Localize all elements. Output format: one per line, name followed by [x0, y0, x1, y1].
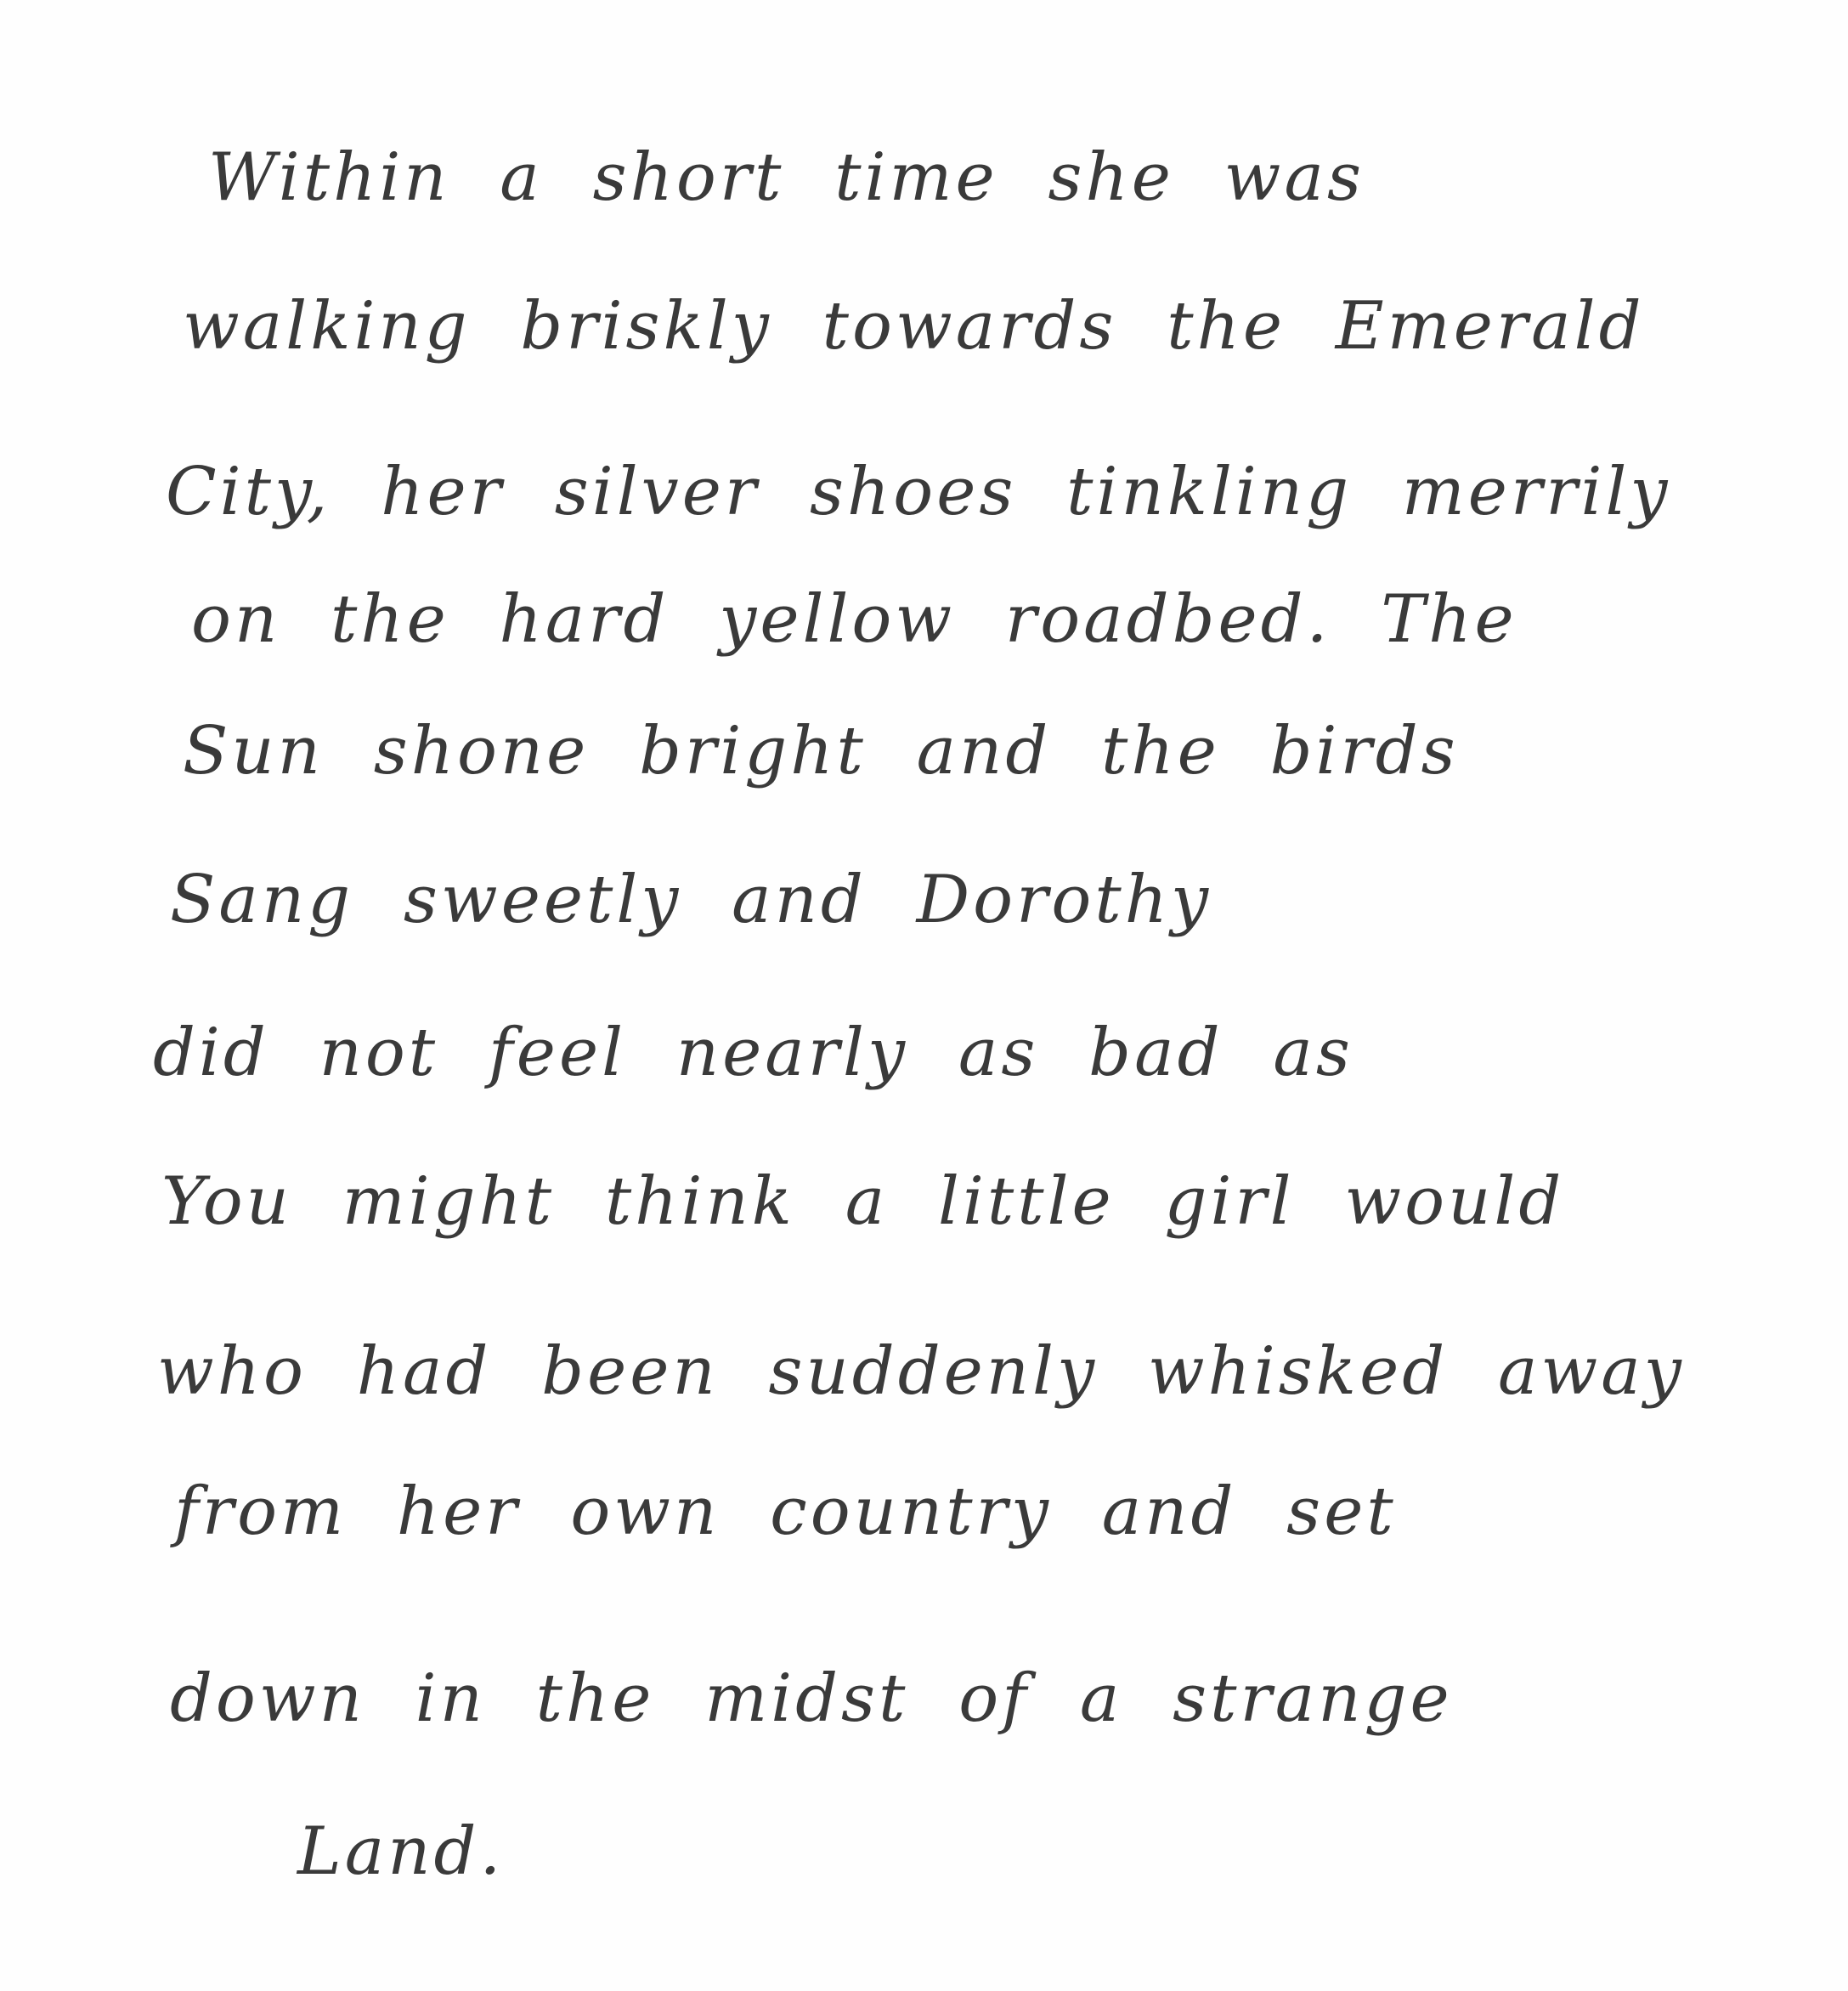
- handwritten-line: City, her silver shoes tinkling merrily: [166, 454, 1671, 530]
- handwritten-line: who had been suddenly whisked away: [157, 1333, 1685, 1410]
- handwritten-line: Sang sweetly and Dorothy: [170, 862, 1212, 938]
- handwritten-line: from her own country and set: [174, 1473, 1397, 1550]
- handwritten-line: Within a short time she was: [208, 139, 1365, 216]
- handwritten-line: on the hard yellow roadbed. The: [191, 581, 1517, 658]
- handwritten-line: down in the midst of a strange: [170, 1660, 1453, 1737]
- handwritten-line: Land.: [297, 1813, 505, 1890]
- handwritten-line: You might think a little girl would: [161, 1163, 1565, 1240]
- handwritten-line: walking briskly towards the Emerald: [183, 288, 1645, 365]
- handwritten-line: did not feel nearly as bad as: [153, 1015, 1354, 1091]
- handwritten-line: Sun shone bright and the birds: [183, 713, 1459, 789]
